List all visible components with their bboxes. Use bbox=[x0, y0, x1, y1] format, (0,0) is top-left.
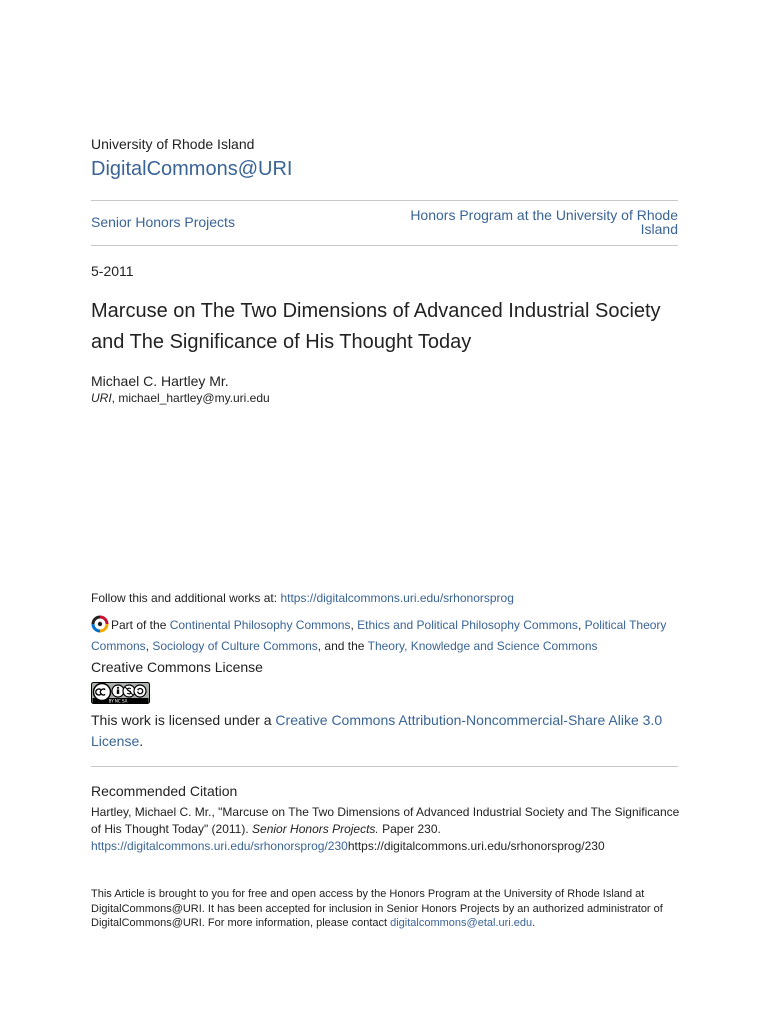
citation-url-plain: https://digitalcommons.uri.edu/srhonorsprog/230 bbox=[347, 839, 605, 853]
publication-date: 5-2011 bbox=[91, 263, 134, 279]
follow-line bbox=[91, 591, 514, 605]
cc-badge-label: BY NC SA bbox=[108, 698, 128, 704]
network-icon bbox=[91, 615, 109, 633]
part-of-prefix: Part of the bbox=[111, 618, 167, 632]
commons-link-continental[interactable]: Continental Philosophy Commons bbox=[169, 618, 351, 632]
citation-divider bbox=[91, 766, 678, 767]
affiliation-name: URI bbox=[91, 391, 112, 405]
contact-email-link[interactable]: digitalcommons@etal.uri.edu bbox=[390, 917, 533, 929]
citation-url-link[interactable]: https://digitalcommons.uri.edu/srhonorsprog/230 bbox=[91, 839, 348, 853]
cc-license-badge[interactable] bbox=[91, 682, 150, 704]
license-statement: This work is licensed under a Creative Commons Attribution-Noncommercial-Share Alike 3.0 License. bbox=[91, 712, 663, 749]
article-title: Marcuse on The Two Dimensions of Advanced Industrial Society and The Significance of His Thought Today bbox=[91, 300, 661, 353]
citation-paper: Paper 230. bbox=[382, 822, 441, 836]
citation-heading: Recommended Citation bbox=[91, 783, 238, 799]
top-divider bbox=[91, 200, 678, 201]
citation-body: Hartley, Michael C. Mr., "Marcuse on The Two Dimensions of Advanced Industrial Society and The Significance of His Thought Today" (2011). bbox=[91, 805, 680, 836]
commons-link-theory-knowledge[interactable]: Theory, Knowledge and Science Commons bbox=[367, 639, 598, 653]
follow-url-link[interactable]: https://digitalcommons.uri.edu/srhonorsprog bbox=[280, 591, 514, 605]
repository-link[interactable]: DigitalCommons@URI bbox=[91, 158, 293, 180]
program-link[interactable]: Honors Program at the University of Rhode Island bbox=[410, 207, 678, 237]
footer-text: This Article is brought to you for free and open access by the Honors Program at the University of Rhode Island at DigitalCommons@URI. It has been accepted for inclusion in Senior Honors Projects by an authorized administrator of DigitalCommons@URI. For more information, please contact bbox=[91, 888, 663, 929]
commons-link-political-theory[interactable]: Political Theory Commons bbox=[91, 618, 667, 653]
citation-journal: Senior Honors Projects. bbox=[252, 822, 379, 836]
license-prefix: This work is licensed under a bbox=[91, 712, 272, 728]
follow-label: Follow this and additional works at: bbox=[91, 591, 278, 605]
series-link[interactable]: Senior Honors Projects bbox=[91, 214, 235, 230]
footer-notice: This Article is brought to you for free and open access by the Honors Program at the University of Rhode Island at DigitalCommons@URI. It has been accepted for inclusion in Senior Honors Projects by an authorized administrator of DigitalCommons@URI. For more information, please contact digitalcommons@etal.uri.edu. bbox=[91, 888, 663, 929]
license-link[interactable]: Creative Commons Attribution-Noncommercial-Share Alike 3.0 License bbox=[91, 712, 663, 749]
license-heading: Creative Commons License bbox=[91, 659, 263, 675]
institution-name: University of Rhode Island bbox=[91, 136, 255, 152]
author-affiliation: URI, michael_hartley@my.uri.edu bbox=[91, 391, 270, 405]
commons-link-sociology[interactable]: Sociology of Culture Commons bbox=[152, 639, 318, 653]
cc-by-nc-sa-icon bbox=[91, 682, 150, 704]
author-email: michael_hartley@my.uri.edu bbox=[118, 391, 270, 405]
part-of-commons: Part of the Continental Philosophy Commons, Ethics and Political Philosophy Commons, Political Theory Commons, Sociology of Culture Commons, and the Theory, Knowledge and Science Commons bbox=[91, 615, 681, 657]
nav-divider bbox=[91, 245, 678, 246]
author-name: Michael C. Hartley Mr. bbox=[91, 373, 229, 389]
commons-link-ethics[interactable]: Ethics and Political Philosophy Commons bbox=[357, 618, 578, 632]
and-the-text: , and the bbox=[317, 639, 365, 653]
citation-text bbox=[91, 804, 681, 855]
